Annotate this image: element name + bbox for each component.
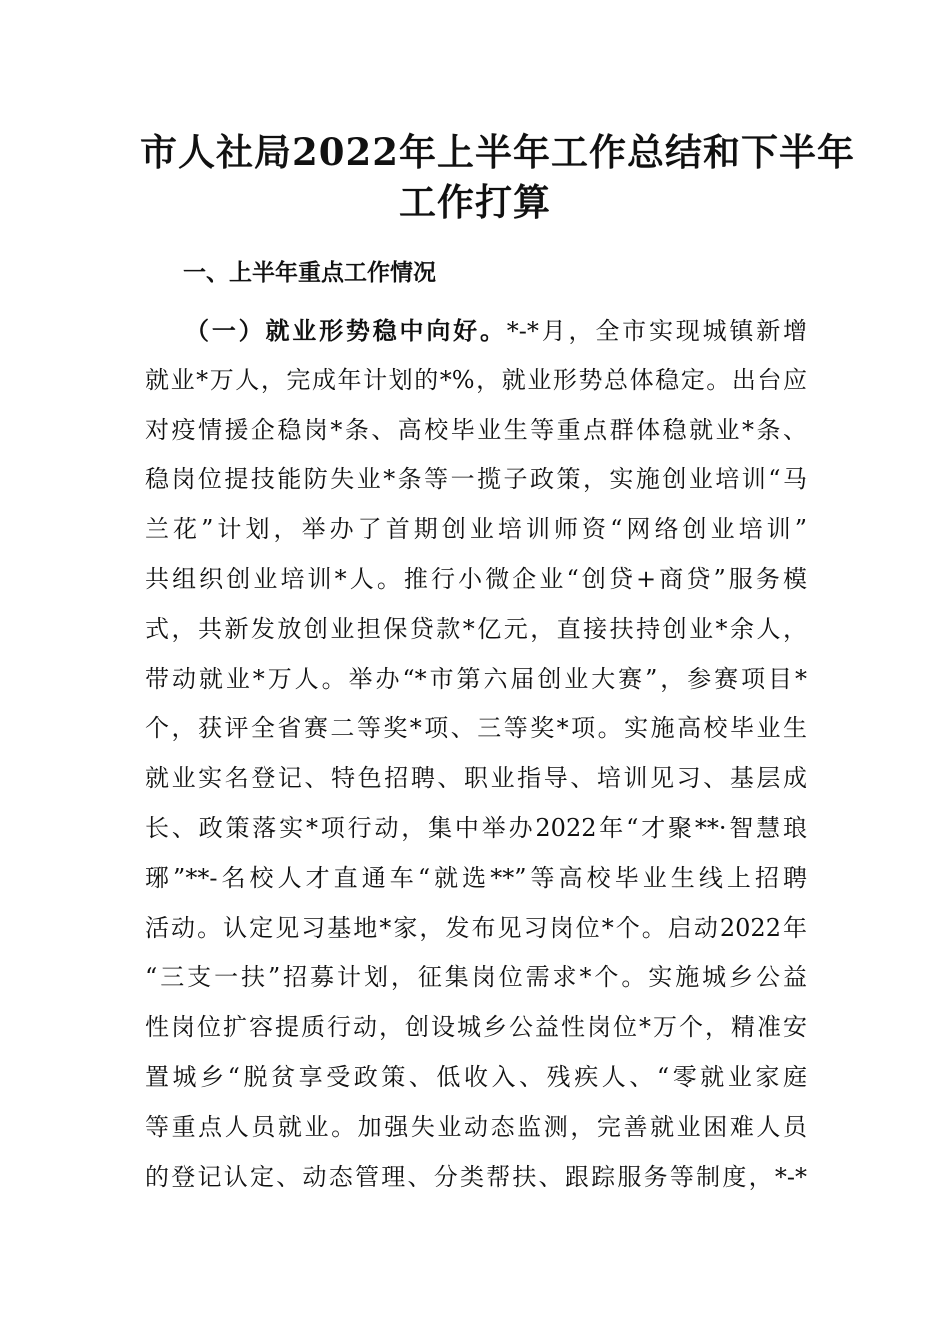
paragraph-line: 共组织创业培训*人。推行小微企业“创贷+商贷”服务模	[145, 564, 807, 593]
section-heading-1: 一、上半年重点工作情况	[183, 259, 436, 286]
paragraph-line: 对疫情援企稳岗*条、高校毕业生等重点群体稳就业*条、	[145, 415, 807, 444]
paragraph-line: 的登记认定、动态管理、分类帮扶、跟踪服务等制度，*-*	[145, 1162, 807, 1191]
paragraph-line: 等重点人员就业。加强失业动态监测，完善就业困难人员	[145, 1112, 807, 1141]
paragraph-line: 就业实名登记、特色招聘、职业指导、培训见习、基层成	[145, 764, 807, 793]
paragraph-line: 琊”**-名校人才直通车“就选**”等高校毕业生线上招聘	[145, 863, 807, 892]
paragraph-line-text: *-*月，全市实现城镇新增	[506, 317, 807, 345]
paragraph-line: 长、政策落实*项行动，集中举办2022年“才聚**·智慧琅	[145, 813, 807, 842]
paragraph-lead-heading: （一）就业形势稳中向好。	[185, 316, 507, 345]
paragraph-line: 就业*万人，完成年计划的*%，就业形势总体稳定。出台应	[145, 365, 807, 394]
paragraph-line: 活动。认定见习基地*家，发布见习岗位*个。启动2022年	[145, 913, 807, 942]
paragraph-line	[145, 306, 807, 356]
paragraph-line: 性岗位扩容提质行动，创设城乡公益性岗位*万个，精准安	[145, 1013, 807, 1042]
document-title-line-1: 市人社局2022年上半年工作总结和下半年	[140, 130, 855, 174]
paragraph-line: 稳岗位提技能防失业*条等一揽子政策，实施创业培训“马	[145, 465, 807, 494]
paragraph-line: 式，共新发放创业担保贷款*亿元，直接扶持创业*余人，	[145, 614, 807, 643]
document-title-line-2: 工作打算	[399, 180, 551, 224]
paragraph-line: “三支一扶”招募计划，征集岗位需求*个。实施城乡公益	[145, 963, 807, 992]
paragraph-line: 兰花”计划，举办了首期创业培训师资“网络创业培训”	[145, 515, 807, 544]
paragraph-line: 带动就业*万人。举办“*市第六届创业大赛”，参赛项目*	[145, 664, 807, 693]
paragraph-line: 置城乡“脱贫享受政策、低收入、残疾人、“零就业家庭	[145, 1062, 807, 1091]
body-paragraph-1	[145, 306, 807, 1202]
paragraph-line: 个，获评全省赛二等奖*项、三等奖*项。实施高校毕业生	[145, 714, 807, 743]
